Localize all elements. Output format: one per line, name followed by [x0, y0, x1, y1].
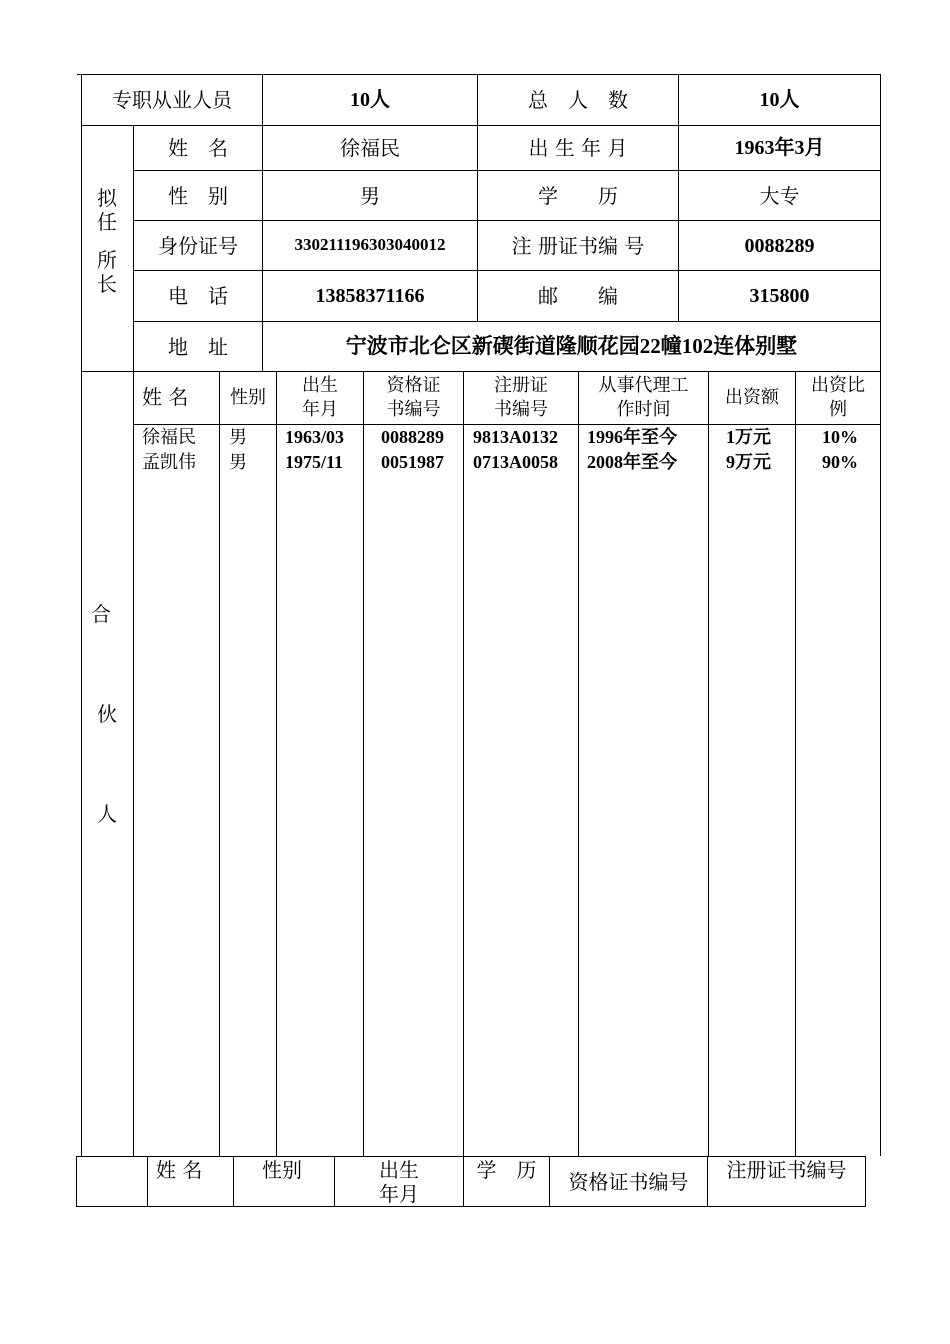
id-label: 身份证号 — [158, 233, 238, 258]
partner-gender: 男 — [229, 452, 247, 473]
phone-label: 电 话 — [168, 284, 228, 308]
partner-birth: 1963/03 — [285, 427, 345, 447]
partner-capital: 9万元 — [726, 452, 771, 472]
partner-name: 孟凯伟 — [142, 452, 196, 473]
total-value: 10人 — [759, 89, 800, 111]
postcode-label: 邮 编 — [538, 284, 618, 308]
gender-value: 男 — [360, 183, 380, 208]
staff-value: 10人 — [350, 89, 390, 111]
birth-label: 出 生 年 月 — [528, 136, 628, 160]
partner-birth: 1975/11 — [285, 452, 344, 472]
director-section-label: 拟 任 所 长 — [97, 186, 117, 296]
postcode-value: 315800 — [749, 285, 810, 307]
birth-value: 1963年3月 — [734, 137, 825, 159]
partner-qual-cert: 0051987 — [381, 452, 444, 472]
id-value: 330211196303040012 — [294, 235, 446, 255]
next-header-reg-cert: 注册证书编号 — [726, 1158, 847, 1182]
partner-ratio: 90% — [822, 452, 858, 472]
partner-agency-time: 1996年至今 — [587, 427, 677, 447]
partner-label-1: 合 — [91, 602, 111, 626]
address-value: 宁波市北仑区新碶街道隆顺花园22幢102连体别墅 — [345, 333, 798, 358]
cert-label: 注 册证书编 号 — [511, 233, 645, 258]
header-birth: 出生 年月 — [302, 375, 338, 420]
name-value: 徐福民 — [340, 136, 400, 160]
header-reg-cert: 注册证 书编号 — [494, 375, 548, 420]
next-header-name: 姓 名 — [156, 1158, 203, 1182]
partner-name: 徐福民 — [142, 427, 196, 448]
partner-gender: 男 — [229, 427, 247, 448]
header-qual-cert: 资格证 书编号 — [386, 375, 441, 420]
partner-label-2: 伙 — [97, 702, 117, 726]
next-header-birth: 出生 年月 — [379, 1158, 419, 1206]
staff-label: 专职从业人员 — [112, 88, 232, 112]
address-label: 地 址 — [168, 334, 228, 359]
next-header-education: 学 历 — [476, 1158, 537, 1182]
education-label: 学 历 — [538, 183, 618, 208]
header-gender: 性别 — [230, 387, 266, 408]
partner-reg-cert: 9813A0132 — [473, 427, 558, 447]
total-label: 总 人 数 — [528, 88, 628, 112]
partner-ratio: 10% — [822, 427, 858, 447]
partner-qual-cert: 0088289 — [381, 427, 444, 447]
education-value: 大专 — [759, 183, 800, 208]
phone-value: 13858371166 — [315, 285, 425, 307]
name-label: 姓 名 — [168, 136, 228, 160]
partner-capital: 1万元 — [726, 427, 771, 447]
partner-agency-time: 2008年至今 — [587, 452, 677, 472]
header-agency-time: 从事代理工 作时间 — [598, 375, 689, 420]
gender-label: 性 别 — [168, 183, 228, 208]
header-capital: 出资额 — [725, 387, 779, 408]
header-name: 姓 名 — [142, 385, 189, 409]
partner-label-3: 人 — [97, 802, 117, 826]
header-ratio: 出资比 例 — [811, 375, 865, 420]
partner-reg-cert: 0713A0058 — [473, 452, 558, 472]
next-header-qual-cert: 资格证书编号 — [568, 1170, 689, 1194]
next-header-gender: 性别 — [262, 1158, 302, 1182]
cert-value: 0088289 — [744, 234, 815, 257]
